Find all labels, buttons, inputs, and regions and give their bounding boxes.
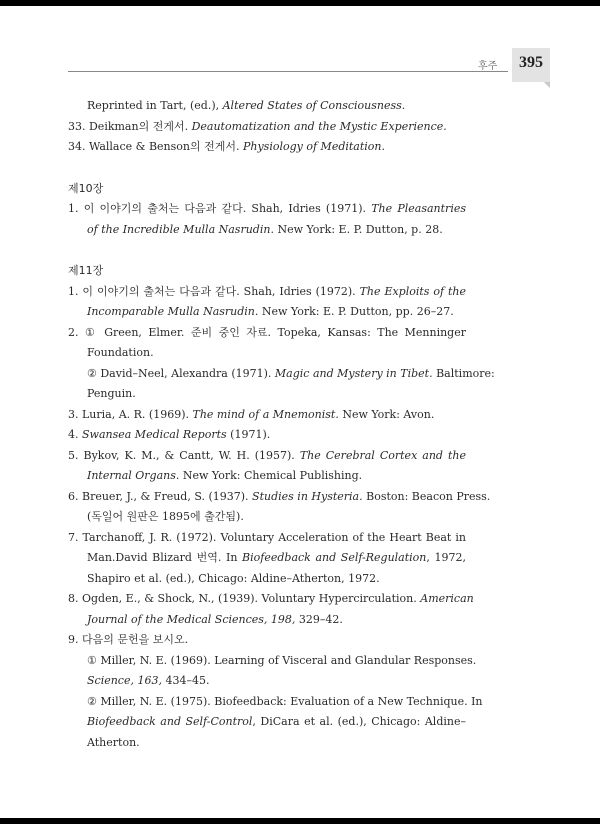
ch11-note-4: 4. Swansea Medical Reports (1971). (68, 428, 271, 441)
note-33: 33. Deikman의 전게서. Deautomatization and the Mystic Experience. (68, 119, 447, 133)
ch11-note-9-item-1-continuation: Science, 163, 434–45. (87, 674, 210, 687)
header-rule (68, 71, 508, 72)
ch11-note-2-item-2: ② David–Neel, Alexandra (1971). Magic and Mystery in Tibet. Baltimore: (87, 366, 495, 380)
ch10-note-1-continuation: of the Incredible Mulla Nasrudin. New York: E. P. Dutton, p. 28. (87, 222, 443, 236)
ch11-note-9-item-2-continuation: Biofeedback and Self-Control, DiCara et al. (ed.), Chicago: Aldine– (87, 715, 466, 728)
note-34: 34. Wallace & Benson의 전게서. Physiology of Meditation. (68, 140, 386, 153)
chapter-10-heading: 제10장 (68, 181, 104, 195)
ch11-note-9-item-1: ① Miller, N. E. (1969). Learning of Visceral and Glandular Responses. (87, 653, 477, 667)
ch11-note-1-continuation: Incomparable Mulla Nasrudin. New York: E. P. Dutton, pp. 26–27. (87, 305, 454, 318)
ch10-note-1: 1. 이 이야기의 출처는 다음과 같다. Shah, Idries (1971). The Pleasantries (68, 202, 466, 215)
note-32-continuation: Reprinted in Tart, (ed.), Altered States of Consciousness. (87, 99, 406, 112)
ch11-note-5-continuation: Internal Organs. New York: Chemical Publishing. (87, 469, 363, 482)
ch11-note-7-continuation: Man.David Blizard 번역. In Biofeedback and Self-Regulation, 1972, (87, 551, 467, 564)
ch11-note-9-item-2: ② Miller, N. E. (1975). Biofeedback: Evaluation of a New Technique. In (87, 694, 483, 708)
ch11-note-9: 9. 다음의 문헌을 보시오. (68, 633, 189, 646)
top-border (0, 0, 600, 6)
page-number: 395 (519, 54, 543, 71)
ch11-note-1: 1. 이 이야기의 출처는 다음과 같다. Shah, Idries (1972). The Exploits of the (68, 284, 466, 298)
ch11-note-9-item-2-continuation-2: Atherton. (87, 735, 140, 749)
ch11-note-2: 2. ① Green, Elmer. 준비 중인 자료. Topeka, Kansas: The Menninger (68, 325, 466, 339)
bottom-border (0, 818, 600, 824)
ch11-note-2-continuation: Foundation. (87, 346, 154, 359)
ch11-note-6-continuation: (독일어 원판은 1895에 출간됨). (87, 510, 244, 523)
page-number-tab (512, 48, 550, 88)
ch11-note-3: 3. Luria, A. R. (1969). The mind of a Mnemonist. New York: Avon. (68, 407, 435, 421)
ch11-note-5: 5. Bykov, K. M., & Cantt, W. H. (1957). The Cerebral Cortex and the (68, 448, 466, 462)
ch11-note-7-continuation-2: Shapiro et al. (ed.), Chicago: Aldine–Atherton, 1972. (87, 571, 380, 585)
ch11-note-8: 8. Ogden, E., & Shock, N., (1939). Voluntary Hypercirculation. American (68, 592, 474, 605)
running-header: 후주 (478, 61, 498, 72)
endnotes-body (68, 96, 495, 753)
chapter-11-heading: 제11장 (68, 264, 104, 277)
ch11-note-8-continuation: Journal of the Medical Sciences, 198, 329–42. (87, 612, 343, 626)
ch11-note-2-item-2-continuation: Penguin. (87, 387, 136, 400)
ch11-note-7: 7. Tarchanoff, J. R. (1972). Voluntary Acceleration of the Heart Beat in (68, 530, 466, 544)
ch11-note-6: 6. Breuer, J., & Freud, S. (1937). Studies in Hysteria. Boston: Beacon Press. (68, 489, 491, 503)
